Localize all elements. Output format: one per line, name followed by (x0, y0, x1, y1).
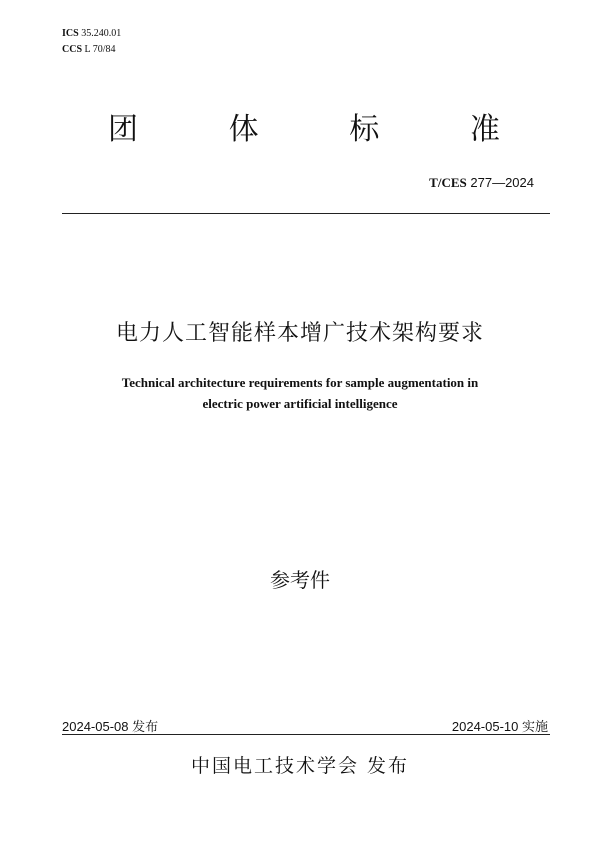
standard-number (429, 175, 534, 191)
classification-codes (62, 26, 121, 58)
standard-number-prefix: T/CES (429, 175, 467, 190)
publisher: 中国电工技术学会 发布 (190, 755, 410, 777)
ics-code (62, 26, 121, 42)
standard-category (60, 104, 546, 148)
ics-prefix: ICS (62, 28, 79, 39)
ics-value: 35.240.01 (81, 28, 122, 39)
category-char: 标 (349, 112, 380, 147)
top-divider (62, 213, 550, 214)
bottom-divider (62, 734, 550, 735)
ccs-value: L 70/84 (84, 44, 116, 55)
category-char: 体 (228, 112, 259, 147)
issue-date: 2024-05-08 发布 (62, 719, 159, 734)
ccs-code (62, 42, 121, 58)
title-english (0, 372, 600, 414)
reference-document-label: 参考件 (270, 568, 330, 592)
title-english-line2: electric power artificial intelligence (202, 396, 398, 411)
standard-number-value: 277—2024 (470, 175, 534, 190)
title-english-line1: Technical architecture requirements for sample augmentation in (121, 375, 479, 390)
category-char: 团 (108, 112, 138, 147)
category-char: 准 (469, 112, 500, 147)
implementation-date: 2024-05-10 实施 (451, 719, 548, 734)
title-chinese: 电力人工智能样本增广技术架构要求 (115, 321, 484, 346)
ccs-prefix: CCS (62, 44, 83, 55)
